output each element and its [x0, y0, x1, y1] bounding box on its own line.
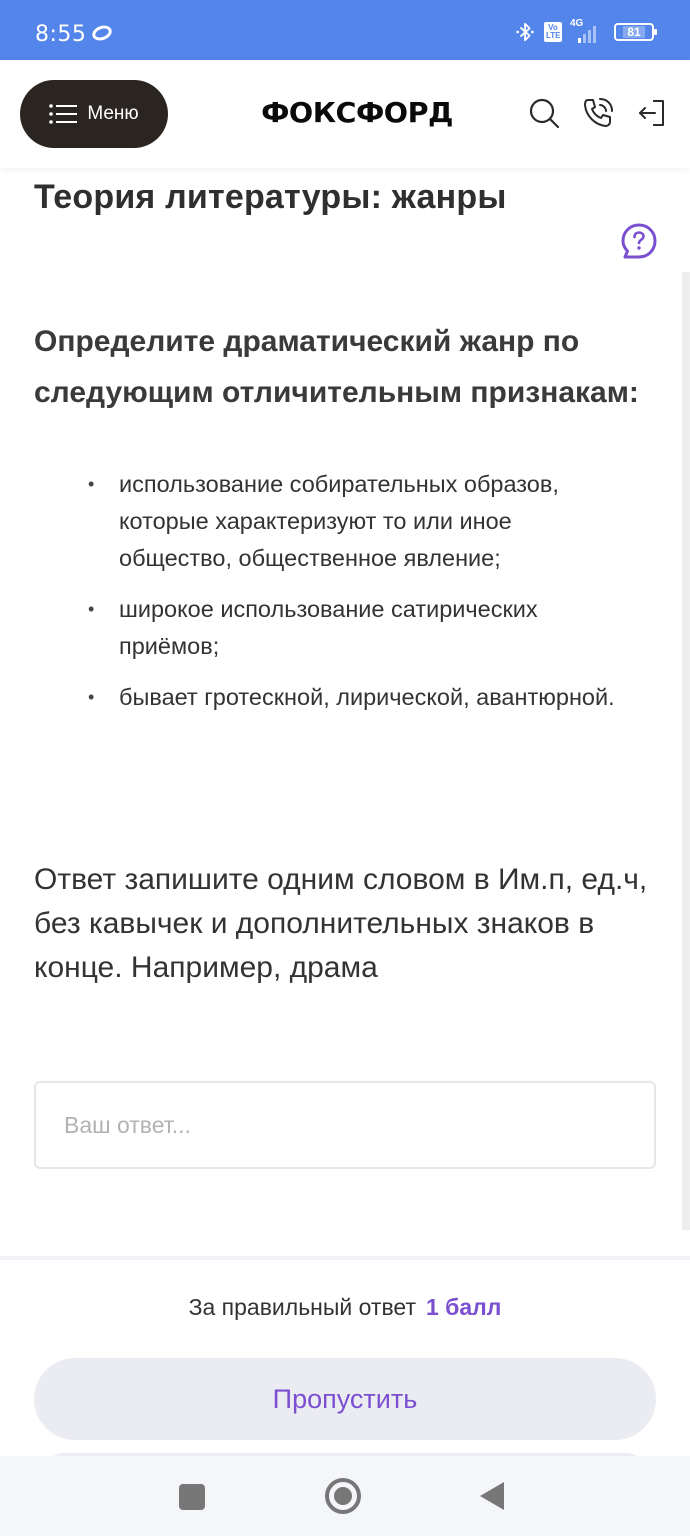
list-item: • бывает гротескной, лирической, авантюрной. — [88, 679, 628, 716]
menu-label: Меню — [87, 103, 139, 124]
menu-button[interactable] — [20, 80, 168, 148]
question-title: Определите драматический жанр по следующим отличительным признакам: — [34, 325, 639, 409]
footer-divider — [0, 1256, 690, 1260]
answer-instruction: Ответ запишите одним словом в Им.п, ед.ч, без кавычек и дополнительных знаков в конце. Например, драма — [34, 863, 648, 984]
skip-button[interactable]: Пропустить — [34, 1358, 656, 1440]
score-row — [0, 1294, 690, 1321]
status-icons — [514, 20, 654, 44]
status-time: 8:55 — [35, 22, 87, 47]
search-icon[interactable] — [527, 96, 561, 130]
list-item: • использование собирательных образов, которые характеризуют то или иное общество, общественное явление; — [88, 466, 628, 577]
battery-level: 81 — [623, 26, 644, 38]
signal-bars — [578, 26, 596, 43]
back-icon[interactable] — [480, 1482, 504, 1510]
bluetooth-icon — [514, 21, 536, 43]
score-label: За правильный ответ — [188, 1294, 416, 1320]
scrollbar[interactable] — [682, 272, 690, 1230]
list-item: • широкое использование сатирических приёмов; — [88, 591, 628, 665]
answer-input[interactable] — [34, 1081, 656, 1169]
volte-icon: Vo LTE — [546, 23, 561, 40]
network-type: 4G — [570, 18, 584, 29]
phone-icon[interactable] — [581, 96, 615, 130]
sync-ring-icon — [90, 23, 114, 43]
page-title: Теория литературы: жанры — [34, 178, 507, 216]
status-bar — [0, 0, 690, 60]
home-icon[interactable] — [325, 1478, 361, 1514]
logout-icon[interactable] — [635, 96, 669, 130]
question-bubble-icon[interactable] — [620, 222, 658, 260]
battery-icon — [614, 23, 654, 41]
signal-icon — [570, 18, 606, 43]
score-value: 1 балл — [426, 1294, 502, 1320]
list-menu-icon — [49, 104, 77, 124]
system-nav-bar — [0, 1456, 690, 1536]
recent-apps-icon[interactable] — [179, 1484, 205, 1510]
app-header — [0, 60, 690, 168]
criteria-list — [88, 466, 628, 730]
brand-logo[interactable]: ФОКСФОРД — [261, 96, 453, 129]
